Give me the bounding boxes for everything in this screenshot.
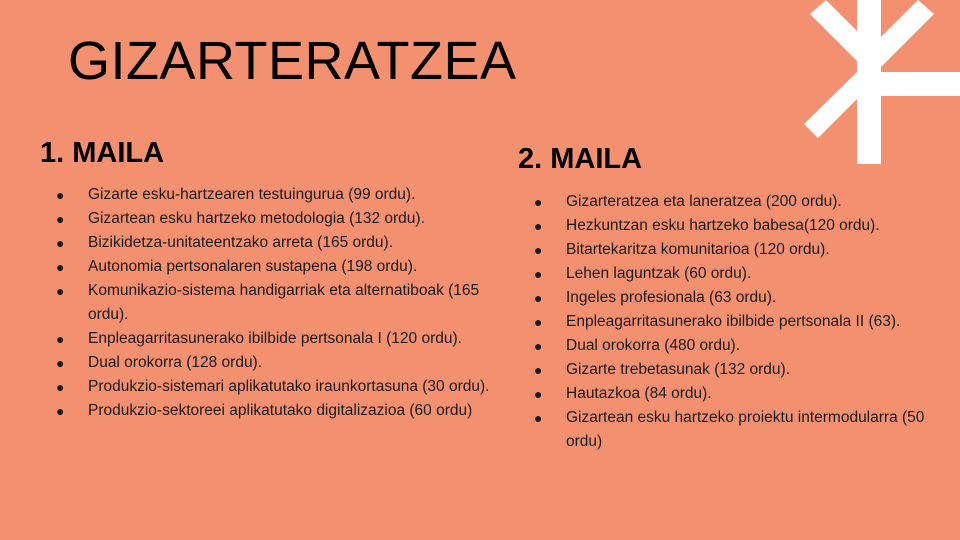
bullet-icon: ● [56, 211, 65, 227]
list-item [518, 238, 958, 262]
list-item-text: Hezkuntzan esku hartzeko babesa(120 ordu). [566, 217, 880, 234]
bullet-icon: ● [56, 355, 65, 371]
bullet-icon: ● [534, 362, 543, 378]
list-item [40, 327, 510, 351]
list-item-text: Enpleagarritasunerako ibilbide pertsonala II (63). [566, 313, 901, 330]
bullet-icon: ● [56, 403, 65, 419]
list-item [40, 375, 510, 399]
list-item-text: Gizarteratzea eta laneratzea (200 ordu). [566, 193, 842, 210]
list-item [40, 207, 510, 231]
list-item [518, 190, 958, 214]
list-item [40, 255, 510, 279]
bullet-icon: ● [56, 283, 65, 299]
list-item-text: Ingeles profesionala (63 ordu). [566, 289, 777, 306]
level-2-column [518, 142, 958, 454]
level-1-column [40, 136, 510, 423]
list-item [518, 406, 958, 454]
bullet-icon: ● [534, 314, 543, 330]
list-item-text: Gizartean esku hartzeko proiektu intermodularra (50 ordu) [566, 409, 925, 450]
list-item-text: Dual orokorra (480 ordu). [566, 337, 741, 354]
bullet-icon: ● [534, 194, 543, 210]
list-item-text: Dual orokorra (128 ordu). [88, 354, 263, 371]
bullet-icon: ● [534, 218, 543, 234]
list-item [518, 334, 958, 358]
list-item-text: Enpleagarritasunerako ibilbide pertsonala I (120 ordu). [88, 330, 462, 347]
list-item-text: Gizarte trebetasunak (132 ordu). [566, 361, 791, 378]
list-item [518, 286, 958, 310]
list-item-text: Bizikidetza-unitateentzako arreta (165 ordu). [88, 234, 393, 251]
list-item [518, 358, 958, 382]
bullet-icon: ● [534, 386, 543, 402]
list-item-text: Hautazkoa (84 ordu). [566, 385, 712, 402]
list-item [40, 279, 510, 327]
list-item-text: Produkzio-sektoreei aplikatutako digitalizazioa (60 ordu) [88, 402, 473, 419]
slide-title: GIZARTERATZEA [68, 31, 517, 91]
bullet-icon: ● [534, 242, 543, 258]
list-item [40, 399, 510, 423]
bullet-icon: ● [534, 338, 543, 354]
bullet-icon: ● [56, 259, 65, 275]
list-item-text: Autonomia pertsonalaren sustapena (198 ordu). [88, 258, 418, 275]
list-item [518, 214, 958, 238]
bullet-icon: ● [56, 379, 65, 395]
list-item [518, 382, 958, 406]
bullet-icon: ● [56, 187, 65, 203]
level-2-module-list [518, 190, 958, 454]
list-item-text: Produkzio-sistemari aplikatutako iraunkortasuna (30 ordu). [88, 378, 490, 395]
list-item [40, 351, 510, 375]
level-1-heading: 1. MAILA [40, 137, 165, 169]
list-item [40, 231, 510, 255]
list-item [40, 183, 510, 207]
bullet-icon: ● [534, 290, 543, 306]
list-item-text: Komunikazio-sistema handigarriak eta alternatiboak (165 ordu). [88, 282, 480, 323]
list-item-text: Lehen laguntzak (60 ordu). [566, 265, 752, 282]
list-item [518, 310, 958, 334]
bullet-icon: ● [534, 266, 543, 282]
level-1-module-list [40, 183, 510, 423]
bullet-icon: ● [534, 410, 543, 426]
bullet-icon: ● [56, 235, 65, 251]
logo-branch-lower-right [881, 72, 960, 96]
list-item [518, 262, 958, 286]
level-2-heading: 2. MAILA [518, 143, 643, 175]
list-item-text: Bitartekaritza komunitarioa (120 ordu). [566, 241, 830, 258]
list-item-text: Gizarte esku-hartzearen testuingurua (99 ordu). [88, 186, 416, 203]
list-item-text: Gizartean esku hartzeko metodologia (132 ordu). [88, 210, 425, 227]
bullet-icon: ● [56, 331, 65, 347]
